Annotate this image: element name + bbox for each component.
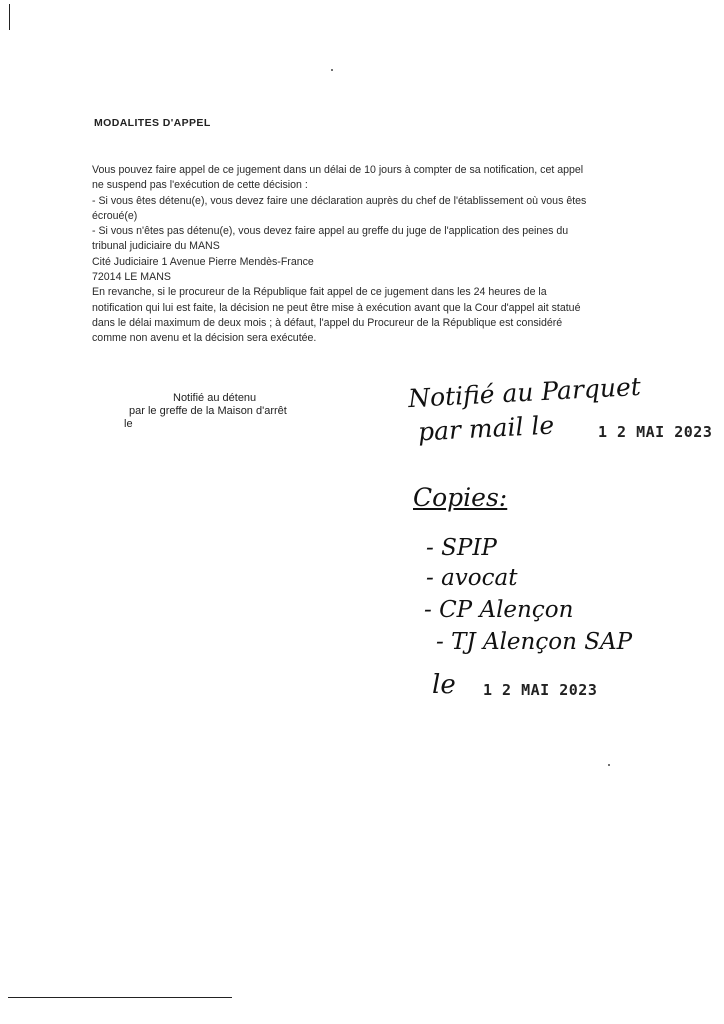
body-line: notification qui lui est faite, la décision ne peut être mise à exécution avant que la Cour d'appel ait statué xyxy=(92,301,581,314)
body-line: En revanche, si le procureur de la République fait appel de ce jugement dans les 24 heures de la xyxy=(92,286,547,299)
body-line: comme non avenu et la décision sera exécutée. xyxy=(92,332,317,345)
copy-recipient: - SPIP xyxy=(426,535,497,561)
handwritten-mail-notice: par mail le xyxy=(417,410,555,447)
copy-recipient: - CP Alençon xyxy=(424,597,574,623)
handwritten-copies-title: Copies: xyxy=(413,483,508,512)
body-line: - Si vous êtes détenu(e), vous devez faire une déclaration auprès du chef de l'établissement où vous êtes xyxy=(92,194,587,207)
section-heading: MODALITES D'APPEL xyxy=(94,117,211,129)
scan-edge-mark xyxy=(9,4,10,30)
copy-recipient: - avocat xyxy=(426,565,518,591)
handwritten-parquet-notice: Notifié au Parquet xyxy=(407,371,642,414)
appeal-terms-text xyxy=(92,163,652,347)
notification-line: Notifié au détenu xyxy=(173,392,257,404)
body-line: - Si vous n'êtes pas détenu(e), vous devez faire appel au greffe du juge de l'application des peines du xyxy=(92,225,569,238)
detainee-notification xyxy=(124,392,287,431)
scan-speck xyxy=(331,69,333,71)
body-line: Vous pouvez faire appel de ce jugement dans un délai de 10 jours à compter de sa notification, cet appel xyxy=(92,164,584,176)
body-line: dans le délai maximum de deux mois ; à défaut, l'appel du Procureur de la République est considéré xyxy=(92,316,563,329)
date-stamp: 1 2 MAI 2023 xyxy=(483,681,598,699)
copy-recipient: - TJ Alençon SAP xyxy=(436,629,633,655)
body-line: tribunal judiciaire du MANS xyxy=(92,240,220,253)
scan-speck xyxy=(608,764,610,766)
bottom-rule xyxy=(8,997,232,998)
handwritten-le: le xyxy=(432,670,456,700)
notification-line: le xyxy=(124,418,133,430)
notification-line: par le greffe de la Maison d'arrêt xyxy=(129,405,287,417)
body-line: Cité Judiciaire 1 Avenue Pierre Mendès-France xyxy=(92,255,314,268)
date-stamp: 1 2 MAI 2023 xyxy=(598,423,713,441)
body-line: 72014 LE MANS xyxy=(92,271,171,284)
body-line: ne suspend pas l'exécution de cette décision : xyxy=(92,179,308,192)
body-line: écroué(e) xyxy=(92,209,138,222)
